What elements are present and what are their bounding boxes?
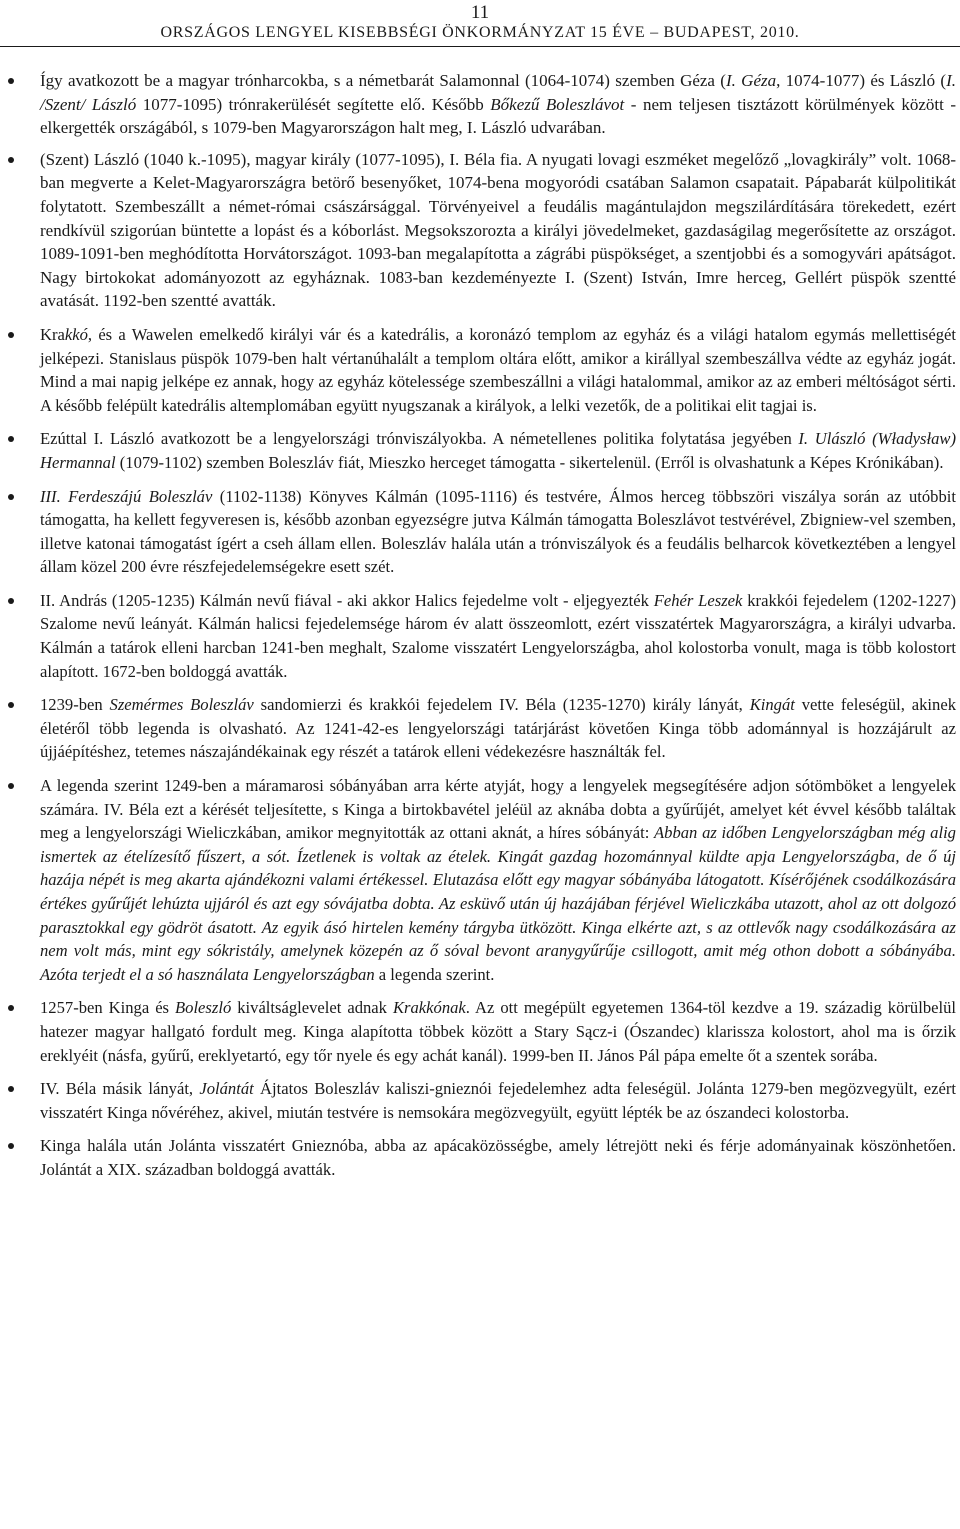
text-run: kiváltságlevelet adnak	[231, 998, 393, 1018]
text-run: Kra	[40, 324, 65, 344]
text-run: (1102-1138) Könyves Kálmán (1095-1116) és testvére, Álmos herceg többszöri viszálya során az utóbbit támogatta, ha kellett fegyveresen is, később azonban egyezségre jutva Kálmán támogatta Boleszlávot testvérével, Zbigniew-vel szemben, illetve katonai támogatást ígért a cseh állam ellen. Boleszláv halála után a trónviszályok és a feudális belharcok következtében a lengyel állam közel 200 évre részfejedelemségekre esett szét.	[40, 486, 956, 577]
text-run: , 1074-1077) és László (	[776, 71, 947, 90]
text-run: Kinga halála után Jolánta visszatért Gnieznóba, abba az apácaközösségbe, amely létrejött neki és férje adományainak köszönhetően. Jolántát a XIX. században boldoggá avatták.	[40, 1136, 956, 1179]
running-head: ORSZÁGOS LENGYEL KISEBBSÉGI ÖNKORMÁNYZAT 15 ÉVE – BUDAPEST, 2010.	[0, 24, 960, 47]
bullet-paragraph	[0, 589, 960, 683]
bullet-paragraph	[0, 485, 960, 579]
bullet-paragraph	[0, 693, 960, 764]
text-run: 1257-ben Kinga és	[40, 998, 176, 1018]
italic-text-run: Abban az időben Lengyelországban még alig ismertek az ételízesítő fűszert, a sót. Ízetlenek is voltak az ételek. Kingát gazdag hozománnyal küldte apja Lengyelországba, de ő új hazája népét is meg akarta ajándékozni valami értékessel. Elutazása előtt egy magyar sóbányába látogatott. Kísérőjének csodálkozására értékes gyűrűjét lehúzta ujjáról és azt egy sóvájatba dobta. Az esküvő után új hazájában férjével Wieliczkába utazott, ahol az ott dolgozó parasztokkal egy gödröt ásatott. Az egyik ásó hirtelen kemény tárgyba ütközött. Kinga elkérte azt, s az ottlevők nagy csodálkozására az nem volt más, mint egy sókristály, amelynek közepén az ő sóval bevont aranygyűrűje csillogott, amit még othon dobott a sóbányába. Azóta terjedt el a só használata Lengyelországban	[40, 823, 956, 984]
text-run: (Szent) László (1040 k.-1095), magyar király (1077-1095), I. Béla fia. A nyugati lovagi eszméket megelőző „lovagkirály” volt. 1068-ban megverte a Kelet-Magyarországra betörő besenyőket, 1074-bena mogyoródi csatában Salamon csapatait. Pápabarát külpolitikát folytatott. Szembeszállt a német-római császársággal. Törvényeivel a feudális magántulajdon megszilárdítására törekedett, ezért rendkívül szigorúan büntette a lopást és a kóborlást. Megsokszorozta a királyi jövedelmeket, gazdaságilag megerősítette az országot. 1089-1091-ben meghódította Horvátországot. 1093-ban megalapította a zágrábi püspökséget, a szentjobbi és a somogyvári apátságot. Nagy birtokokat adományozott az egyháznak. 1083-ban kezdeményezte I. (Szent) István, Imre herceg, Gellért püspök szentté avatását. 1192-ben szentté avatták.	[40, 149, 956, 311]
bullet-paragraph	[0, 148, 960, 313]
italic-text-run: kkó	[64, 324, 88, 344]
text-run: IV. Béla másik lányát,	[40, 1079, 200, 1099]
italic-text-run: Fehér Leszek	[653, 590, 743, 610]
italic-text-run: Bőkezű Boleszlávot	[490, 94, 625, 114]
italic-text-run: I. Géza	[725, 71, 777, 90]
text-run: (1079-1102) szemben Boleszláv fiát, Mieszko herceget támogatta - sikertelenül. (Erről is olvashatunk a Képes Krónikában).	[115, 452, 944, 472]
bullet-paragraph	[0, 1134, 960, 1181]
text-run: , és a Wawelen emelkedő királyi vár és a katedrális, a koronázó templom az egyház és a világi hatalom egymás mellettiségét jelképezi. Stanislaus püspök 1079-ben halt vértanúhalált a templom oltára előtt, amikor a királlyal szembeszállva védte az egyház jogát. Mind a mai napig jelképe ez annak, hogy az egyház kötelessége szembeszállni a világi hatalommal, amikor az az emberi méltóságot sérti. A később felépült katedrális altemplomában együtt nyugszanak a királyok, a lelki vezetők, de a politikai elit tagjai is.	[40, 324, 956, 415]
text-run: 1077-1095) trónrakerülését segítette elő. Később	[136, 94, 491, 114]
italic-text-run: I. /Szent/ László	[40, 71, 956, 114]
text-run: Így avatkozott be a magyar trónharcokba, s a németbarát Salamonnal (1064-1074) szemben Géza (	[40, 71, 726, 90]
text-run: A legenda szerint 1249-ben a máramarosi sóbányában arra kérte atyját, hogy a lengyelek megsegítésére adjon sótömböket a lengyelek számára. IV. Béla ezt a kérését teljesítette, s Kinga a birtokbavétel jeléül az aknába dobta a gyűrűjét, amelyet két évvel később találtak meg a lengyelországi Wieliczkában, amikor megnyitották az ottani aknát, a híres sóbányát:	[40, 776, 956, 843]
text-run: . Az ott megépült egyetemen 1364-töl kezdve a 19. századig körülbelül hatezer magyar hallgató fordult meg. Kinga alapította többek között a Stary Sącz-i (Ószandec) klarissza kolostort, ahol ma is őrzik ereklyéit (násfa, gyűrű, ereklyetartó, egy tőr nyele és egy achát kanál). 1999-ben II. János Pál pápa emelte őt a szentek sorába.	[40, 998, 957, 1065]
page-number: 11	[470, 2, 490, 23]
text-run: vette feleségül, akinek életéről több legenda is olvasható. Az 1241-42-es lengyelországi tatárjárást követően Kinga több adománnyal is hozzájárult az újjáépítéshez, tetemes nászajándékainak egy részét a tatárok elleni védekezésre használták fel.	[40, 695, 957, 762]
bullet-list	[0, 69, 960, 1182]
italic-text-run: Krakkónak	[392, 998, 466, 1018]
italic-text-run: III. Ferdeszájú Boleszláv	[40, 486, 213, 506]
text-run: II. András (1205-1235) Kálmán nevű fiával - aki akkor Halics fejedelme volt - eljegyezték	[40, 590, 654, 610]
italic-text-run: Boleszló	[175, 998, 232, 1018]
text-run: krakkói fejedelem (1202-1227) Szalome nevű leányát. Kálmán halicsi fejedelemsége három év alatt összeomlott, ezért visszatértek Magyarországra, a királyi udvarba. Kálmán a tatárok elleni harcban 1241-ben meghalt, Szalome visszatért Lengyelországba, ahol kolostorba vonult, maga is több kolostort alapított. 1672-ben boldoggá avatták.	[40, 590, 956, 681]
bullet-paragraph	[0, 774, 960, 986]
text-run: - nem teljesen tisztázott körülmények között - elkergették országából, s 1079-ben Magyarországon halt meg, I. László udvarában.	[40, 94, 957, 138]
page-header	[0, 0, 960, 47]
text-run: 1239-ben	[40, 695, 110, 715]
bullet-paragraph	[0, 323, 960, 417]
bullet-paragraph	[0, 996, 960, 1067]
italic-text-run: Szemérmes Boleszláv	[109, 695, 254, 715]
italic-text-run: Jolántát	[199, 1079, 254, 1099]
text-run: a legenda szerint.	[374, 964, 495, 984]
text-run: sandomierzi és krakkói fejedelem IV. Béla (1235-1270) király lányát,	[253, 695, 750, 715]
text-run: Ezúttal I. László avatkozott be a lengyelországi trónviszályokba. A németellenes politika folytatása jegyében	[40, 429, 799, 449]
italic-text-run: Kingát	[749, 695, 795, 715]
bullet-paragraph	[0, 69, 960, 140]
bullet-paragraph	[0, 427, 960, 474]
italic-text-run: I. Ulászló (Władysław) Hermannal	[40, 429, 956, 472]
bullet-paragraph	[0, 1077, 960, 1124]
text-run: Ájtatos Boleszláv kaliszi-gnieznói fejedelemhez adta feleségül. Jolánta 1279-ben megözvegyült, ezért visszatért Kinga nővéréhez, akivel, miután testvére is nemsokára megözvegyült, együtt lépték be az ószandeci kolostorba.	[40, 1079, 956, 1122]
